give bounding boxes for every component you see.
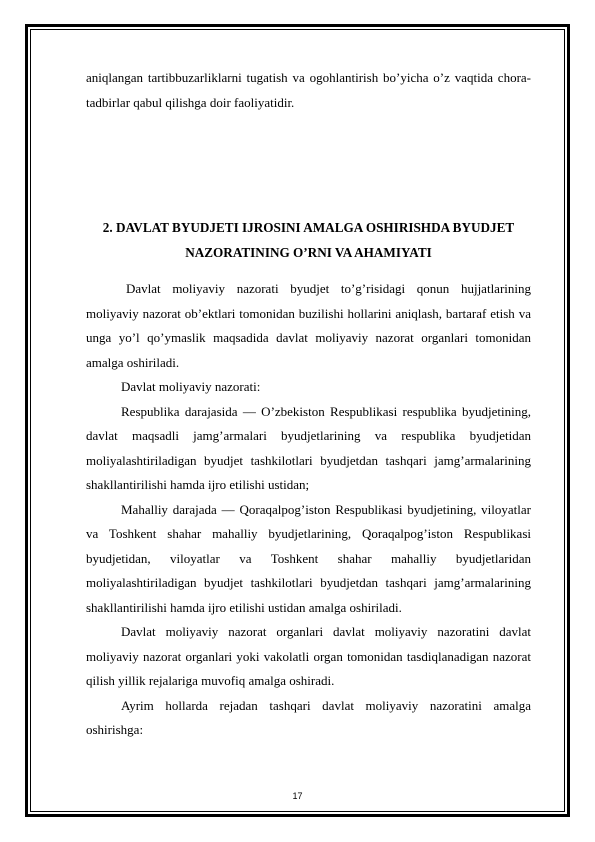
spacer xyxy=(86,115,531,216)
paragraph-6: Ayrim hollarda rejadan tashqari davlat moliyaviy nazoratini amalga oshirishga: xyxy=(86,697,531,737)
intro-paragraph: aniqlangan tartibbuzarliklarni tugatish va ogohlantirish bo’yicha o’z vaqtida chora-tadbirlar qabul qilishga doir faoliyatidir. xyxy=(86,70,531,110)
section-title: 2. DAVLAT BYUDJETI IJROSINI AMALGA OSHIRISHDA BYUDJET NAZORATINING O’RNI VA AHAMIYATI xyxy=(102,220,515,260)
paragraph-3: Respublika darajasida — O’zbekiston Respublikasi respublika byudjetining, davlat maqsadli jamg’armalari byudjetlarining va respublika byudjetidan moliyalashtiriladigan byudjet tashkilotlari byudjetdan tashqari jamg’armalarining shakllantirilishi hamda ijro etilishi ustidan; xyxy=(86,403,531,492)
page-number: 17 xyxy=(292,791,303,801)
paragraph-2: Davlat moliyaviy nazorati: xyxy=(121,379,261,394)
paragraph-5: Davlat moliyaviy nazorat organlari davlat moliyaviy nazoratini davlat moliyaviy nazorat organlari yoki vakolatli organ tomonidan tasdiqlanadigan nazorat qilish yillik rejalariga muvofiq amalga oshiradi. xyxy=(86,624,531,688)
paragraph-1: Davlat moliyaviy nazorati byudjet to’g’risidagi qonun hujjatlarining moliyaviy nazorat ob’ektlari tomonidan buzilishi hollarini aniqlash, bartaraf etish va unga yo’l qo’ymaslik maqsadida davlat moliyaviy nazorat organlari tomonidan amalga oshiriladi. xyxy=(86,281,531,370)
document-body xyxy=(86,66,531,743)
spacer xyxy=(86,265,531,277)
paragraph-4: Mahalliy darajada — Qoraqalpog’iston Respublikasi byudjetining, viloyatlar va Toshkent shahar mahalliy byudjetlarining, Qoraqalpog’iston Respublikasi byudjetidan, viloyatlar va Toshkent shahar mahalliy byudjetlaridan moliyalashtiriladigan byudjet tashkilotlari byudjetdan tashqari jamg’armalarining shakllantirilishi hamda ijro etilishi ustidan amalga oshiriladi. xyxy=(86,501,531,615)
